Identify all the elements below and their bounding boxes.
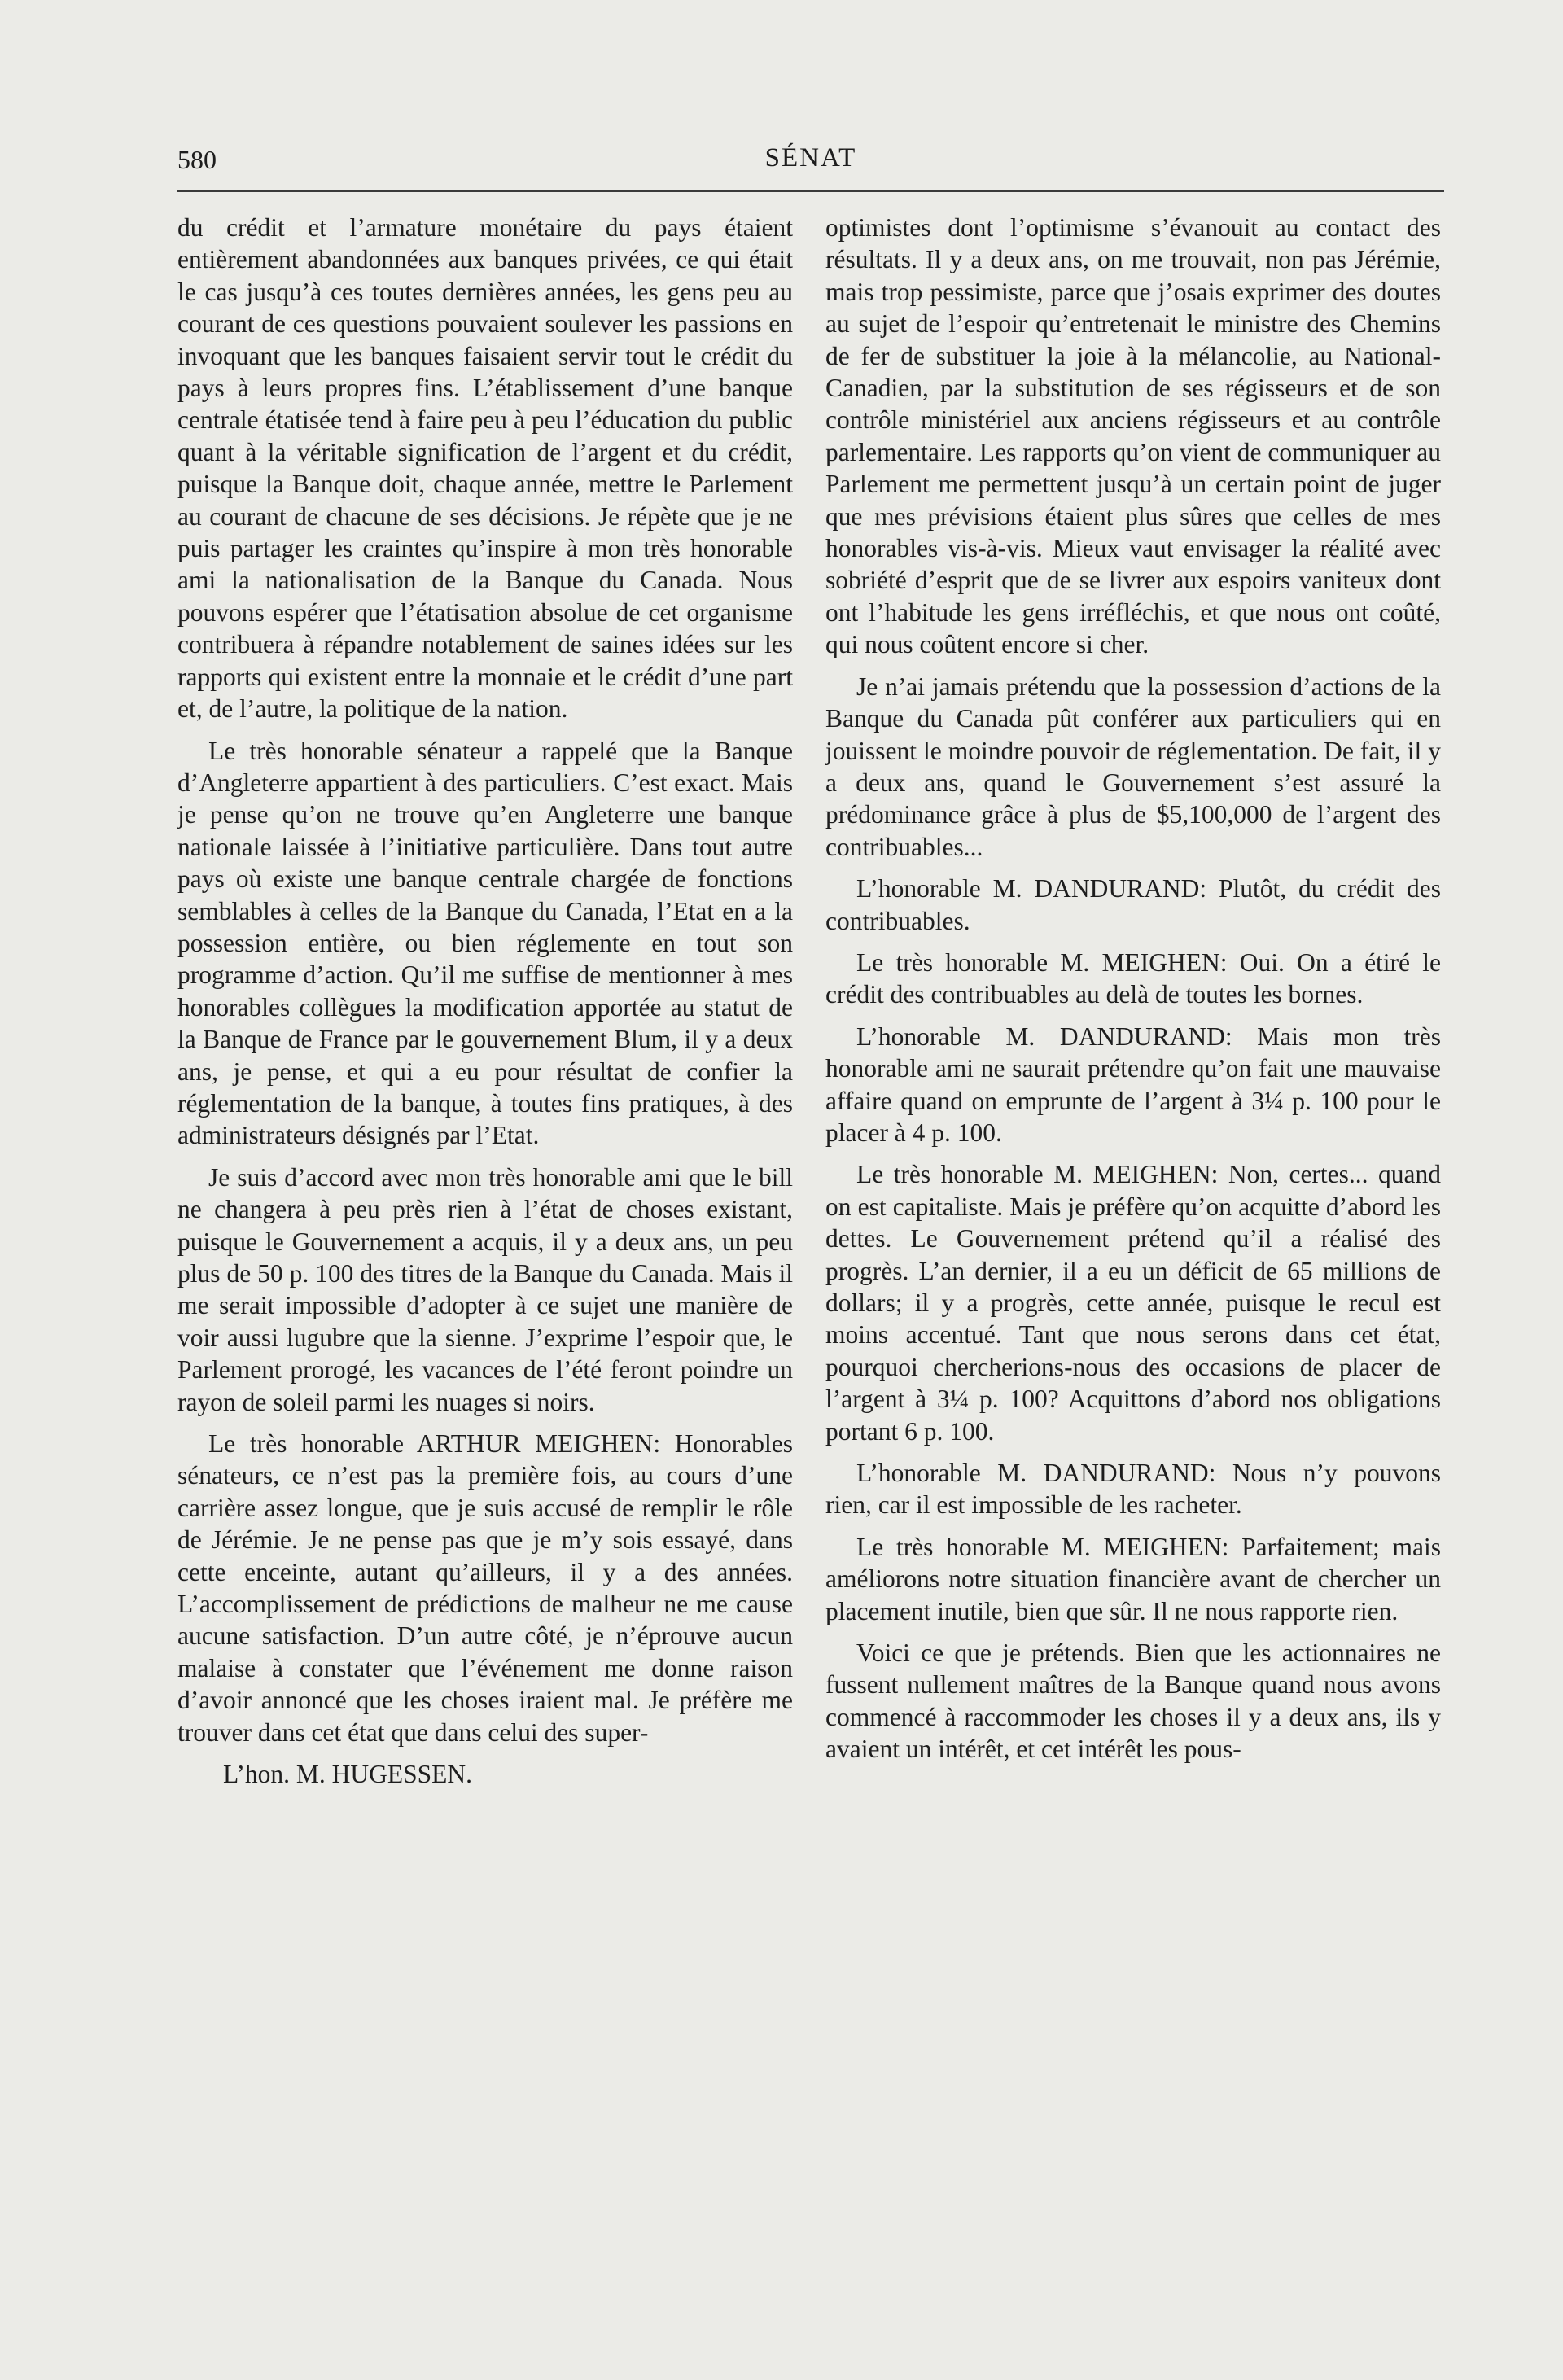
paragraph: L’honorable M. DANDURAND: Plutôt, du crédit des contribuables. (825, 874, 1441, 935)
page-number: 580 (177, 145, 217, 174)
page-header (177, 137, 1444, 192)
paragraph: Le très honorable M. MEIGHEN: Parfaitement; mais améliorons notre situation financière avant de chercher un placement inutile, bien que sûr. Il ne nous rapporte rien. (825, 1532, 1441, 1625)
paragraph: Le très honorable sénateur a rappelé que la Banque d’Angleterre appartient à des particuliers. C’est exact. Mais je pense qu’on ne trouve qu’en Angleterre une banque nationale laissée à l’initiative particulière. Dans tout autre pays où existe une banque centrale chargée de fonctions semblables à celles de la Banque du Canada, l’Etat en a la possession entière, ou bien réglemente en tout son programme d’action. Qu’il me suffise de mentionner à mes honorables collègues la modification apportée au statut de la Banque de France par le gouvernement Blum, il y a deux ans, je pense, et qui a eu pour résultat de confier la réglementation de la banque, à toutes fins pratiques, à des administrateurs désignés par l’Etat. (177, 736, 793, 1150)
footer-signature: L’hon. M. HUGESSEN. (223, 1760, 472, 1789)
paragraph: Je n’ai jamais prétendu que la possession d’actions de la Banque du Canada pût conférer aux particuliers qui en jouissent le moindre pouvoir de réglementation. De fait, il y a deux ans, quand le Gouvernement s’est assuré la prédominance grâce à plus de $5,100,000 de l’argent des contribuables... (825, 672, 1441, 861)
paragraph: optimistes dont l’optimisme s’évanouit au contact des résultats. Il y a deux ans, on me trouvait, non pas Jérémie, mais trop pessimiste, parce que j’osais exprimer des doutes au sujet de l’espoir qu’entretenait le ministre des Chemins de fer de substituer la joie à la mélancolie, au National-Canadien, par la substitution de ses régisseurs et de son contrôle ministériel aux anciens régisseurs et au contrôle parlementaire. Les rapports qu’on vient de communiquer au Parlement me permettent jusqu’à un certain point de juger que mes prévisions étaient plus sûres que celles de mes honorables vis-à-vis. Mieux vaut envisager la réalité avec sobriété d’esprit que de se livrer aux espoirs vaniteux dont ont l’habitude les gens irréfléchis, et que nous ont coûté, qui nous coûtent encore si cher. (825, 213, 1441, 659)
paragraph: Le très honorable ARTHUR MEIGHEN: Honorables sénateurs, ce n’est pas la première fois, au cours d’une carrière assez longue, que je suis accusé de remplir le rôle de Jérémie. Je ne pense pas que je m’y sois essayé, dans cette enceinte, autant qu’ailleurs, il y a des années. L’accomplissement de prédictions de malheur ne me cause aucune satisfaction. D’un autre côté, je n’éprouve aucun malaise à constater que l’événement me donne raison d’avoir annoncé que les choses iraient mal. Je préfère me trouver dans cet état que dans celui des super- (177, 1429, 793, 1747)
left-column (177, 212, 793, 1791)
paragraph: Le très honorable M. MEIGHEN: Oui. On a étiré le crédit des contribuables au delà de toutes les bornes. (825, 947, 1441, 1009)
paragraph: Voici ce que je prétends. Bien que les actionnaires ne fussent nullement maîtres de la Banque quand nous avons commencé à raccommoder les choses il y a deux ans, ils y avaient un intérêt, et cet intérêt les pous- (825, 1638, 1441, 1764)
right-column (825, 212, 1441, 1775)
running-head: SÉNAT (764, 143, 857, 173)
paragraph: Je suis d’accord avec mon très honorable ami que le bill ne changera à peu près rien à l’état de choses existant, puisque le Gouvernement a acquis, il y a deux ans, un peu plus de 50 p. 100 des titres de la Banque du Canada. Mais il me serait impossible d’adopter à ce sujet une manière de voir aussi lugubre que la sienne. J’exprime l’espoir que, le Parlement prorogé, les vacances de l’été feront poindre un rayon de soleil parmi les nuages si noirs. (177, 1162, 793, 1416)
paragraph: L’honorable M. DANDURAND: Mais mon très honorable ami ne saurait prétendre qu’on fait une mauvaise affaire quand on emprunte de l’argent à 3¼ p. 100 pour le placer à 4 p. 100. (825, 1022, 1441, 1147)
paragraph: du crédit et l’armature monétaire du pays étaient entièrement abandonnées aux banques privées, ce qui était le cas jusqu’à ces toutes dernières années, les gens peu au courant de ces questions pouvaient soulever les passions en invoquant que les banques faisaient servir tout le crédit du pays à leurs propres fins. L’établissement d’une banque centrale étatisée tend à faire peu à peu l’éducation du public quant à la véritable signification de l’argent et du crédit, puisque la Banque doit, chaque année, mettre le Parlement au courant de chacune de ses décisions. Je répète que je ne puis partager les craintes qu’inspire à mon très honorable ami la nationalisation de la Banque du Canada. Nous pouvons espérer que l’étatisation absolue de cet organisme contribuera à répandre notablement de saines idées sur les rapports qui existent entre la monnaie et le crédit d’une part et, de l’autre, la politique de la nation. (177, 213, 793, 724)
paragraph: Le très honorable M. MEIGHEN: Non, certes... quand on est capitaliste. Mais je préfère qu’on acquitte d’abord les dettes. Le Gouvernement prétend qu’il a réalisé des progrès. L’an dernier, il a eu un déficit de 65 millions de dollars; il y a progrès, cette année, puisque le recul est moins accentué. Tant que nous serons dans cet état, pourquoi chercherions-nous des occasions de placer de l’argent à 3¼ p. 100? Acquittons d’abord nos obligations portant 6 p. 100. (825, 1160, 1441, 1446)
paragraph: L’honorable M. DANDURAND: Nous n’y pouvons rien, car il est impossible de les racheter. (825, 1459, 1441, 1520)
